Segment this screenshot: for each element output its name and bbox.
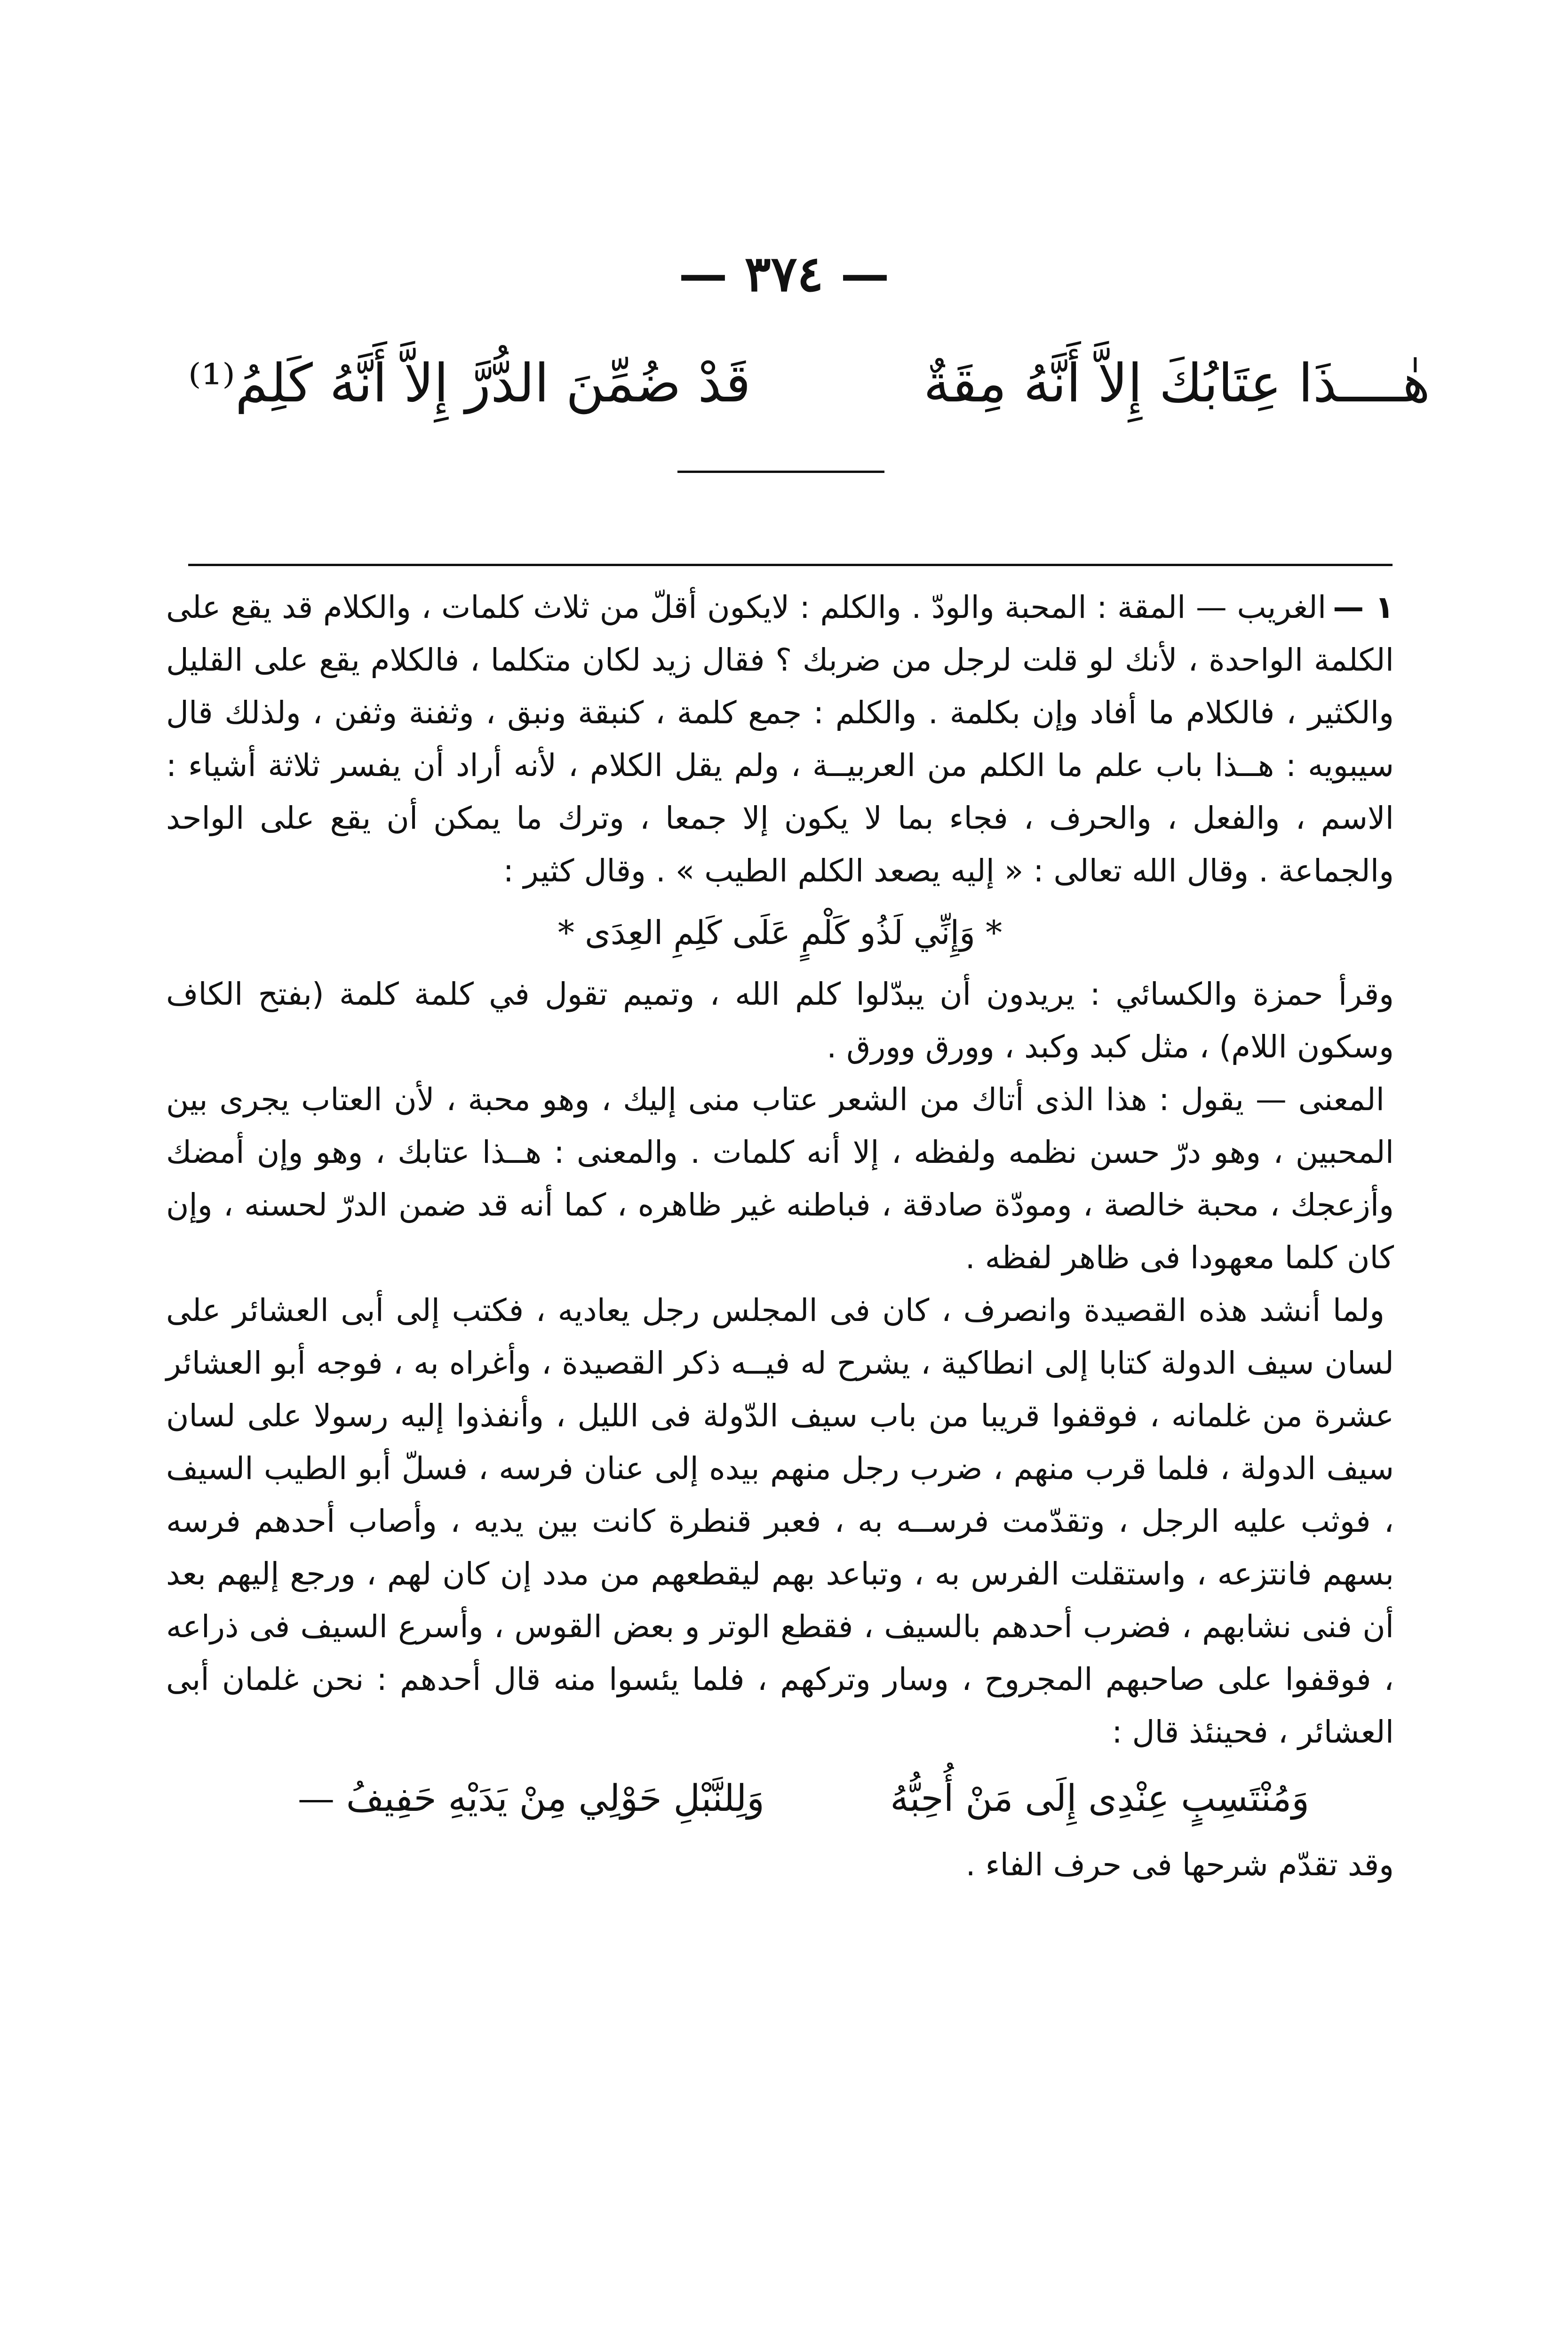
reading-paragraph: وقرأ حمزة والكسائي : يريدون أن يبدّلوا كلم الله ، وتميم تقول في كلمة كلمة (بفتح الكاف وسكون اللام) ، مثل كبد وكبد ، وورق وورق . [166, 976, 1394, 1065]
footnote-divider [188, 564, 1393, 566]
closing-verse [166, 1759, 1394, 1839]
page-number: — ٣٧٤ — [678, 245, 890, 303]
closing-note: وقد تقدّم شرحها فى حرف الفاء . [965, 1847, 1394, 1883]
closing-verse-second: وَلِلنَّبْلِ حَوْلِي مِنْ يَدَيْهِ حَفِيفُ — [298, 1777, 764, 1820]
verse-second-hemistich: قَدْ ضُمِّنَ الدُّرَّ إِلاَّ أَنَّهُ كَلِمُ⁽¹⁾ [188, 353, 751, 414]
closing-verse-first: وَمُنْتَسِبٍ عِنْدِى إِلَى مَنْ أُحِبُّهُ [890, 1777, 1309, 1820]
gharib-text: الغريب — المقة : المحبة والودّ . والكلم : لايكون أقلّ من ثلاث كلمات ، والكلام قد يقع على الكلمة الواحدة ، لأنك لو قلت لرجل من ضربك ؟ فقال زيد لكان متكلما ، فالكلام يقع على القليل والكثير ، فالكلام ما أفاد وإن بكلمة . والكلم : جمع كلمة ، كنبقة ونبق ، وثفنة وثفن ، ولذلك قال سيبويه : هــذا باب علم ما الكلم من العربيــة ، ولم يقل الكلام ، لأنه أراد أن يفسر ثلاثة أشياء : الاسم ، والفعل ، والحرف ، فجاء بما لا يكون إلا جمعا ، وترك ما يمكن أن يقع على الواحد والجماعة . وقال الله تعالى : « إليه يصعد الكلم الطيب » . وقال كثير : [166, 589, 1394, 889]
footnote-commentary [166, 581, 1394, 1891]
meaning-paragraph: المعنى — يقول : هذا الذى أتاك من الشعر عتاب منى إليك ، وهو محبة ، لأن العتاب يجرى بين المحبين ، وهو درّ حسن نظمه ولفظه ، إلا أنه كلمات . والمعنى : هــذا عتابك ، وهو وإن أمضك وأزعجك ، محبة خالصة ، ومودّة صادقة ، فباطنه غير ظاهره ، كما أنه قد ضمن الدرّ لحسنه ، وإن كان كلما معهودا فى ظاهر لفظه . [166, 1081, 1394, 1276]
story-paragraph: ولما أنشد هذه القصيدة وانصرف ، كان فى المجلس رجل يعاديه ، فكتب إلى أبى العشائر على لسان سيف الدولة كتابا إلى انطاكية ، يشرح له فيــه ذكر القصيدة ، وأغراه به ، فوجه أبو العشائر عشرة من غلمانه ، فوقفوا قريبا من باب سيف الدّولة فى الليل ، وأنفذوا إليه رسولا على لسان سيف الدولة ، فلما قرب منهم ، ضرب رجل منهم بيده إلى عنان فرسه ، فسلّ أبو الطيب السيف ، فوثب عليه الرجل ، وتقدّمت فرســه به ، فعبر قنطرة كانت بين يديه ، وأصاب أحدهم فرسه بسهم فانتزعه ، واستقلت الفرس به ، وتباعد بهم ليقطعهم من مدد إن كان لهم ، ورجع إليهم بعد أن فنى نشابهم ، فضرب أحدهم بالسيف ، فقطع الوتر و بعض القوس ، وأسرع السيف فى ذراعه ، فوقفوا على صاحبهم المجروح ، وسار وتركهم ، فلما يئسوا منه قال أحدهم : نحن غلمان أبى العشائر ، فحينئذ قال : [166, 1292, 1394, 1750]
poem-verse [188, 344, 1430, 424]
kuthayyir-quote: * وَإِنِّي لَذُو كَلْمٍ عَلَى كَلِمِ العِدَى * [557, 913, 1003, 952]
gharib-paragraph [166, 581, 1394, 897]
footnote-marker: ١ — [1333, 589, 1394, 625]
verse-divider [677, 471, 884, 473]
verse-first-hemistich: هٰــــذَا عِتَابُكَ إِلاَّ أَنَّهُ مِقَةٌ [923, 353, 1430, 414]
